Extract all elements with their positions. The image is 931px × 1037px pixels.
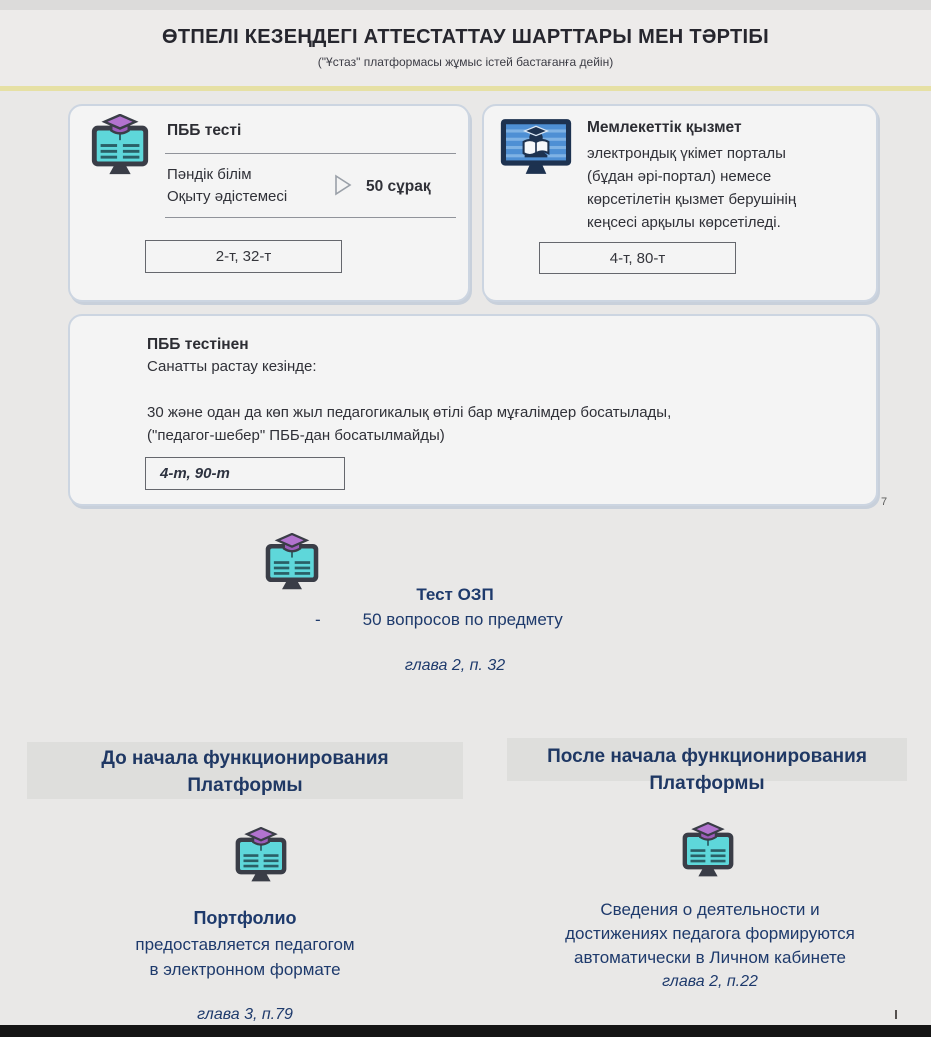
separator-line	[165, 153, 456, 154]
after-header	[497, 743, 917, 797]
ozp-line	[315, 610, 563, 630]
card-pbb-body-line1: Пәндік білім	[167, 166, 252, 183]
education-monitor-icon	[263, 533, 321, 593]
card-service-body-line1: электрондық үкімет порталы	[587, 145, 786, 162]
card-pbb-questions: 50 сұрақ	[366, 178, 431, 195]
education-monitor-icon	[233, 827, 289, 885]
arrow-right-icon	[333, 174, 353, 196]
ozp-title: Тест ОЗП	[416, 585, 494, 604]
ozp-dash: -	[315, 610, 321, 629]
page-title: ӨТПЕЛІ КЕЗЕҢДЕГІ АТТЕСТАТТАУ ШАРТТАРЫ МЕН ТӘРТІБІ	[162, 26, 769, 48]
card-state-service	[482, 104, 878, 302]
card-service-body-line3: көрсетілетін қызмет берушінің	[587, 191, 797, 208]
page-number: 7	[881, 496, 888, 508]
yellow-divider	[0, 86, 931, 91]
before-header	[27, 745, 463, 799]
card-pbb-body-line2: Оқыту әдістемесі	[167, 188, 288, 205]
corner-mark	[895, 1010, 897, 1019]
portfolio-body-line1: предоставляется педагогом	[135, 935, 355, 954]
portfolio-body-line2: в электронном формате	[149, 960, 341, 979]
card-service-body-line4: кеңсесі арқылы көрсетіледі.	[587, 214, 781, 231]
top-strip	[0, 0, 931, 10]
card-pbb-exemption	[68, 314, 878, 506]
bottom-black-bar	[0, 1025, 931, 1037]
card-exemption-reference-box: 4-т, 90-т	[145, 457, 345, 490]
card-pbb-body	[167, 164, 287, 208]
before-header-line1: До начала функционирования	[101, 748, 389, 769]
portfolio-title: Портфолио	[193, 908, 297, 928]
ozp-text: 50 вопросов по предмету	[362, 610, 563, 629]
card-service-reference-box: 4-т, 80-т	[539, 242, 736, 274]
card-pbb-title: ПББ тесті	[167, 122, 242, 139]
education-monitor-icon	[680, 822, 736, 880]
card-pbb-reference-box: 2-т, 32-т	[145, 240, 342, 273]
after-body-line3: автоматически в Личном кабинете	[573, 948, 847, 967]
after-body-line2: достижениях педагога формируются	[565, 924, 855, 943]
card-exemption-subtitle: Санатты растау кезінде:	[147, 358, 317, 375]
card-pbb-test	[68, 104, 470, 302]
card-service-body	[587, 142, 796, 234]
after-reference: глава 2, п.22	[662, 973, 758, 990]
after-header-line2: Платформы	[649, 773, 765, 794]
card-exemption-body-line2: ("педагог-шебер" ПББ-дан босатылмайды)	[147, 427, 445, 444]
before-header-line2: Платформы	[187, 775, 303, 796]
ozp-reference: глава 2, п. 32	[404, 657, 506, 674]
portfolio-reference: глава 3, п.79	[197, 1006, 293, 1023]
separator-line	[165, 217, 456, 218]
after-body-line1: Сведения о деятельности и	[600, 900, 820, 919]
after-header-line1: После начала функционирования	[547, 746, 867, 767]
card-exemption-title: ПББ тестінен	[147, 336, 249, 353]
card-exemption-body-line1: 30 және одан да көп жыл педагогикалық өтілі бар мұғалімдер босатылады,	[147, 404, 672, 421]
education-monitor-icon	[88, 114, 152, 178]
page-subtitle: ("Ұстаз" платформасы жұмыс істей бастағанға дейін)	[317, 55, 614, 69]
card-service-body-line2: (бұдан әрі-портал) немесе	[587, 168, 772, 185]
card-service-title: Мемлекеттік қызмет	[587, 119, 742, 136]
online-service-monitor-icon	[496, 116, 576, 178]
